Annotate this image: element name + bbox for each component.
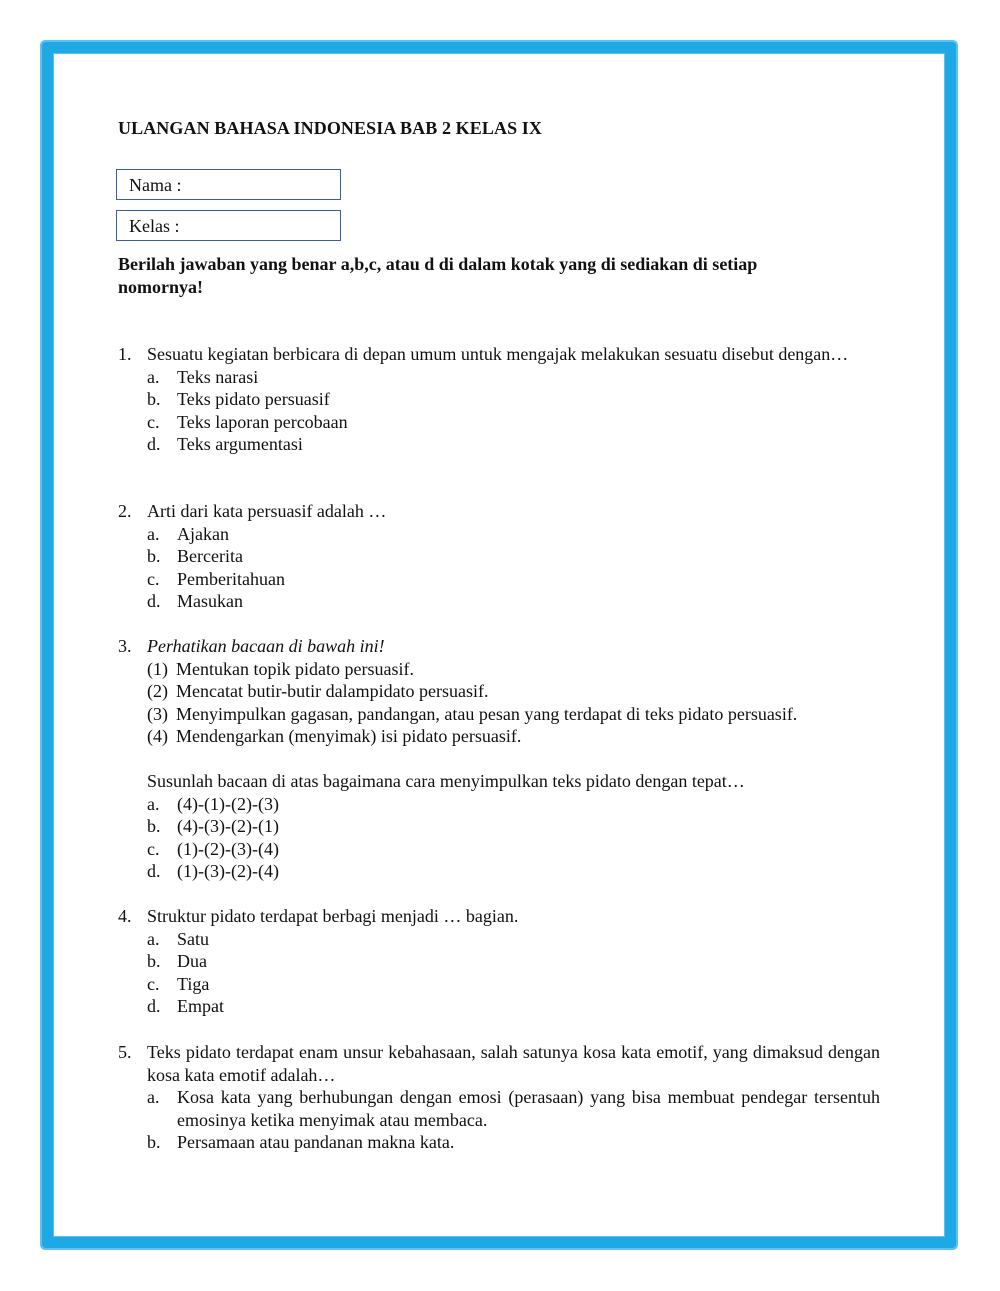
option-b[interactable] bbox=[118, 545, 880, 568]
option-d[interactable] bbox=[118, 590, 880, 613]
option-label: d. bbox=[147, 434, 161, 455]
item-label: (3) bbox=[147, 703, 168, 724]
nama-field[interactable] bbox=[116, 169, 341, 200]
question-number: 3. bbox=[118, 636, 132, 656]
nama-label: Nama : bbox=[129, 175, 182, 195]
page-title: ULANGAN BAHASA INDONESIA BAB 2 KELAS IX bbox=[118, 118, 542, 138]
option-text: Teks argumentasi bbox=[177, 434, 303, 455]
option-a[interactable] bbox=[118, 928, 880, 951]
option-c[interactable] bbox=[118, 568, 880, 591]
option-text: Empat bbox=[177, 996, 224, 1017]
question-3 bbox=[118, 635, 880, 883]
item-text: Mendengarkan (menyimak) isi pidato persuasif. bbox=[176, 726, 522, 747]
option-label: d. bbox=[147, 591, 161, 612]
option-a[interactable] bbox=[118, 523, 880, 546]
question-2 bbox=[118, 500, 880, 613]
question-text: Arti dari kata persuasif adalah … bbox=[147, 501, 387, 521]
option-a[interactable] bbox=[118, 1086, 880, 1131]
option-text: Teks pidato persuasif bbox=[177, 389, 330, 410]
option-label: c. bbox=[147, 568, 160, 589]
option-text: (4)-(1)-(2)-(3) bbox=[177, 793, 279, 814]
question-number: 2. bbox=[118, 501, 132, 521]
question-prompt bbox=[118, 770, 880, 793]
option-label: a. bbox=[147, 1087, 160, 1108]
option-text: Bercerita bbox=[177, 546, 243, 567]
option-text: (1)-(2)-(3)-(4) bbox=[177, 838, 279, 859]
reading-item bbox=[118, 658, 880, 681]
option-text: (4)-(3)-(2)-(1) bbox=[177, 816, 279, 837]
option-b[interactable] bbox=[118, 815, 880, 838]
reading-item bbox=[118, 680, 880, 703]
option-b[interactable] bbox=[118, 950, 880, 973]
question-4 bbox=[118, 905, 880, 1018]
option-text: Teks narasi bbox=[177, 366, 259, 387]
option-label: c. bbox=[147, 411, 160, 432]
option-text: Persamaan atau pandanan makna kata. bbox=[177, 1132, 455, 1153]
option-label: d. bbox=[147, 996, 161, 1017]
option-text: Kosa kata yang berhubungan dengan emosi (perasaan) yang bisa membuat pendegar tersentuh emosinya ketika menyimak atau membaca. bbox=[177, 1087, 880, 1130]
question-text: Teks pidato terdapat enam unsur kebahasaan, salah satunya kosa kata emotif, yang dimaksud dengan kosa kata emotif adalah… bbox=[147, 1042, 880, 1085]
kelas-field[interactable] bbox=[116, 210, 341, 241]
option-text: Teks laporan percobaan bbox=[177, 411, 348, 432]
option-label: b. bbox=[147, 1132, 161, 1153]
item-text: Mencatat butir-butir dalampidato persuasif. bbox=[176, 681, 489, 702]
question-text: Struktur pidato terdapat berbagi menjadi … bagian. bbox=[147, 906, 519, 926]
item-label: (2) bbox=[147, 681, 168, 702]
option-d[interactable] bbox=[118, 995, 880, 1018]
question-1 bbox=[118, 343, 880, 456]
item-label: (1) bbox=[147, 658, 168, 679]
option-label: c. bbox=[147, 973, 160, 994]
question-number: 5. bbox=[118, 1042, 132, 1062]
option-text: Pemberitahuan bbox=[177, 568, 285, 589]
option-label: b. bbox=[147, 389, 161, 410]
reading-item bbox=[118, 725, 880, 748]
option-label: a. bbox=[147, 366, 160, 387]
instruction-text: Berilah jawaban yang benar a,b,c, atau d di dalam kotak yang di sediakan di setiap nomornya! bbox=[118, 254, 758, 297]
question-5 bbox=[118, 1041, 880, 1154]
option-b[interactable] bbox=[118, 1131, 880, 1154]
option-label: a. bbox=[147, 523, 160, 544]
prompt-text: Susunlah bacaan di atas bagaimana cara menyimpulkan teks pidato dengan tepat… bbox=[147, 770, 745, 791]
question-number: 1. bbox=[118, 344, 132, 364]
option-text: Masukan bbox=[177, 591, 243, 612]
option-text: (1)-(3)-(2)-(4) bbox=[177, 861, 279, 882]
question-number: 4. bbox=[118, 906, 132, 926]
reading-item bbox=[118, 703, 880, 726]
option-label: c. bbox=[147, 838, 160, 859]
option-text: Dua bbox=[177, 951, 207, 972]
option-label: b. bbox=[147, 546, 161, 567]
option-label: b. bbox=[147, 951, 161, 972]
option-label: a. bbox=[147, 928, 160, 949]
option-text: Satu bbox=[177, 928, 210, 949]
option-b[interactable] bbox=[118, 388, 880, 411]
option-c[interactable] bbox=[118, 838, 880, 861]
question-text: Sesuatu kegiatan berbicara di depan umum untuk mengajak melakukan sesuatu disebut dengan… bbox=[147, 344, 849, 364]
question-intro: Perhatikan bacaan di bawah ini! bbox=[147, 636, 385, 656]
option-d[interactable] bbox=[118, 433, 880, 456]
option-label: d. bbox=[147, 861, 161, 882]
option-label: b. bbox=[147, 816, 161, 837]
option-text: Ajakan bbox=[177, 523, 229, 544]
item-text: Mentukan topik pidato persuasif. bbox=[176, 658, 414, 679]
option-label: a. bbox=[147, 793, 160, 814]
option-a[interactable] bbox=[118, 366, 880, 389]
option-c[interactable] bbox=[118, 411, 880, 434]
option-text: Tiga bbox=[177, 973, 210, 994]
option-a[interactable] bbox=[118, 793, 880, 816]
kelas-label: Kelas : bbox=[129, 216, 180, 236]
item-label: (4) bbox=[147, 726, 168, 747]
option-d[interactable] bbox=[118, 860, 880, 883]
item-text: Menyimpulkan gagasan, pandangan, atau pesan yang terdapat di teks pidato persuasif. bbox=[176, 703, 798, 724]
option-c[interactable] bbox=[118, 973, 880, 996]
